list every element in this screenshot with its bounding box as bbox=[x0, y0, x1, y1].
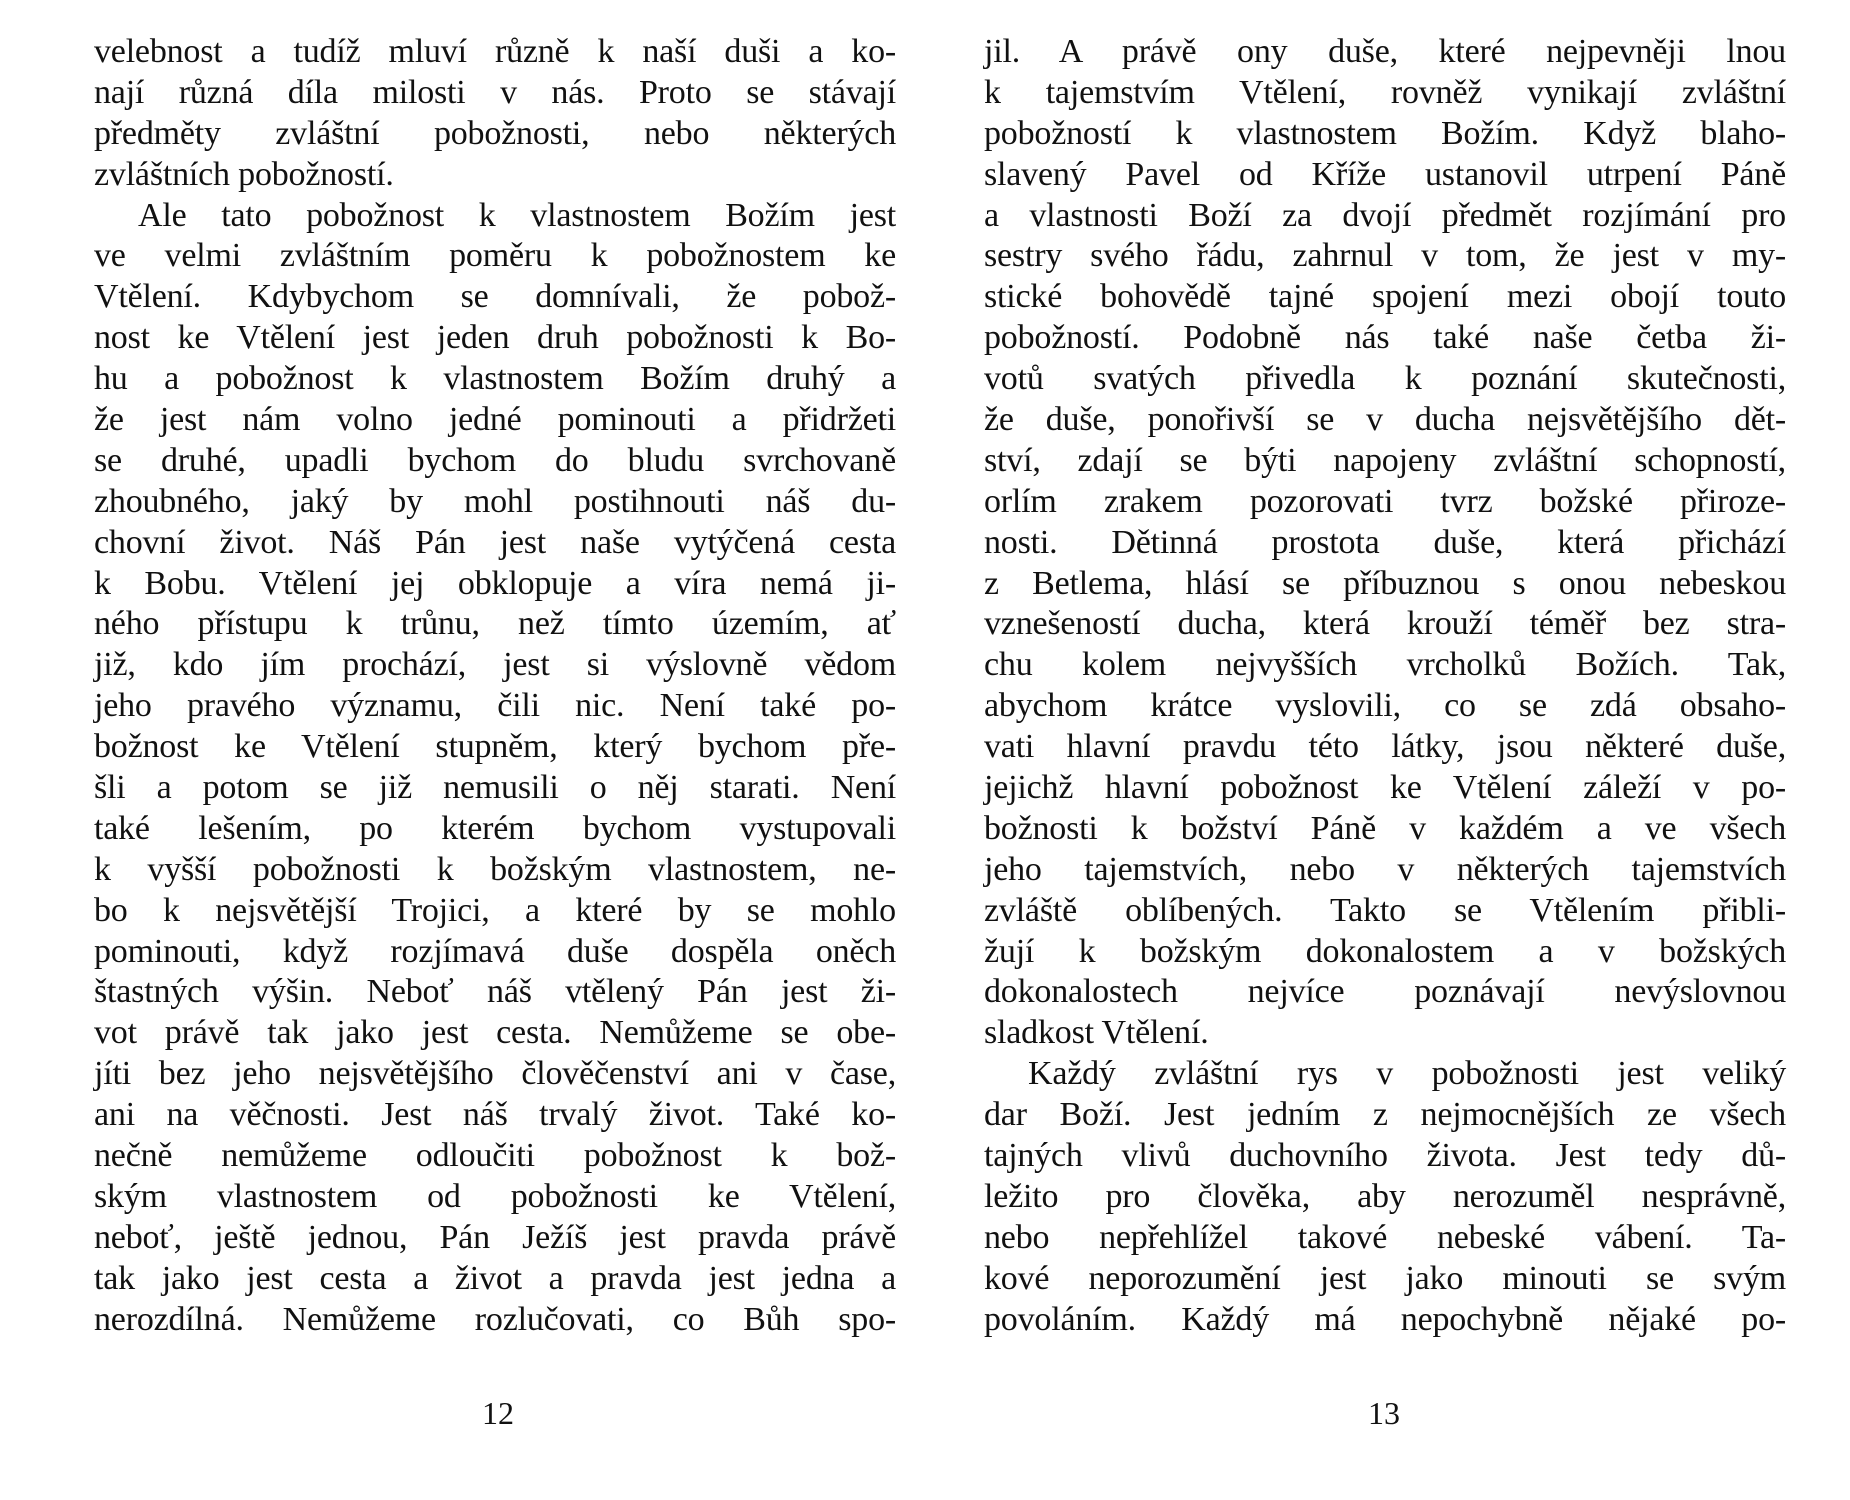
text-line: pominouti, když rozjímavá duše dospěla oněch bbox=[94, 932, 896, 970]
text-line: že jest nám volno jedné pominouti a přidržeti bbox=[94, 401, 896, 439]
text-line: orlím zrakem pozorovati tvrz božské přiroze- bbox=[984, 482, 1786, 520]
text-line: vot právě tak jako jest cesta. Nemůžeme se obe- bbox=[94, 1014, 896, 1052]
text-line: nebo nepřehlížel takové nebeské vábení. Ta- bbox=[984, 1218, 1786, 1256]
text-line: slavený Pavel od Kříže ustanovil utrpení Páně bbox=[984, 155, 1786, 193]
text-line: pobožností k vlastnostem Božím. Když blaho- bbox=[984, 114, 1786, 152]
text-line: Ale tato pobožnost k vlastnostem Božím jest bbox=[138, 196, 896, 234]
text-line: a vlastnosti Boží za dvojí předmět rozjímání pro bbox=[984, 196, 1786, 234]
text-line: že duše, ponořivší se v ducha nejsvětějšího dět- bbox=[984, 401, 1786, 439]
text-line: z Betlema, hlásí se příbuznou s onou nebeskou bbox=[984, 564, 1786, 602]
text-line: jeho tajemstvích, nebo v některých tajemstvích bbox=[984, 850, 1786, 888]
right-page-text bbox=[984, 32, 1786, 1341]
text-line: ležito pro člověka, aby nerozuměl nesprávně, bbox=[984, 1177, 1786, 1215]
text-line: Každý zvláštní rys v pobožnosti jest veliký bbox=[1028, 1055, 1786, 1093]
text-line: ství, zdají se býti napojeny zvláštní schopností, bbox=[984, 441, 1786, 479]
text-line: božnost ke Vtělení stupněm, který bychom pře- bbox=[94, 728, 896, 766]
text-line: votů svatých přivedla k poznání skutečnosti, bbox=[984, 360, 1786, 398]
text-line: k tajemstvím Vtělení, rovněž vynikají zvláštní bbox=[984, 73, 1786, 111]
text-line: vznešeností ducha, která krouží téměř bez stra- bbox=[984, 605, 1786, 643]
text-line: jíti bez jeho nejsvětějšího člověčenství ani v čase, bbox=[94, 1055, 896, 1093]
text-line: chovní život. Náš Pán jest naše vytýčená cesta bbox=[94, 523, 896, 561]
left-page-text bbox=[94, 32, 896, 1341]
text-line: nečně nemůžeme odloučiti pobožnost k bož- bbox=[94, 1137, 896, 1175]
text-line: jejichž hlavní pobožnost ke Vtělení záleží v po- bbox=[984, 769, 1786, 807]
text-line: velebnost a tudíž mluví různě k naší duši a ko- bbox=[94, 33, 896, 70]
text-line: abychom krátce vyslovili, co se zdá obsaho- bbox=[984, 687, 1786, 725]
text-line: hu a pobožnost k vlastnostem Božím druhý a bbox=[94, 360, 896, 398]
text-line: zvláštních pobožností. bbox=[94, 155, 394, 193]
text-line: jeho pravého významu, čili nic. Není také po- bbox=[94, 687, 896, 725]
text-line: kové neporozumění jest jako minouti se svým bbox=[984, 1259, 1786, 1297]
text-line: povoláním. Každý má nepochybně nějaké po- bbox=[984, 1300, 1786, 1338]
text-line: vati hlavní pravdu této látky, jsou některé duše, bbox=[984, 728, 1786, 766]
left-page-number: 12 bbox=[482, 1395, 514, 1431]
text-line: stické bohovědě tajné spojení mezi obojí touto bbox=[984, 278, 1786, 316]
text-line: nost ke Vtělení jest jeden druh pobožnosti k Bo- bbox=[94, 319, 896, 357]
text-line: již, kdo jím prochází, jest si výslovně vědom bbox=[94, 646, 896, 684]
text-line: předměty zvláštní pobožnosti, nebo některých bbox=[94, 114, 896, 152]
text-line: tajných vlivů duchovního života. Jest tedy dů- bbox=[984, 1137, 1786, 1175]
text-line: ským vlastnostem od pobožnosti ke Vtělení, bbox=[94, 1177, 896, 1215]
text-line: k Bobu. Vtělení jej obklopuje a víra nemá ji- bbox=[94, 564, 896, 602]
right-page-number: 13 bbox=[1368, 1395, 1400, 1431]
text-line: zhoubného, jaký by mohl postihnouti náš du- bbox=[94, 482, 896, 520]
text-line: chu kolem nejvyšších vrcholků Božích. Tak, bbox=[984, 646, 1786, 684]
text-line: ného přístupu k trůnu, než tímto územím, ať bbox=[94, 605, 896, 643]
text-line: nerozdílná. Nemůžeme rozlučovati, co Bůh spo- bbox=[94, 1300, 896, 1338]
text-line: Vtělení. Kdybychom se domnívali, že pobož- bbox=[94, 278, 896, 316]
text-line: bo k nejsvětější Trojici, a které by se mohlo bbox=[94, 891, 896, 929]
text-line: dar Boží. Jest jedním z nejmocnějších ze všech bbox=[984, 1096, 1786, 1134]
text-line: božnosti k božství Páně v každém a ve všech bbox=[984, 809, 1786, 847]
text-line: pobožností. Podobně nás také naše četba ži- bbox=[984, 319, 1786, 357]
text-line: nají různá díla milosti v nás. Proto se stávají bbox=[94, 73, 896, 111]
text-line: zvláště oblíbených. Takto se Vtělením přibli- bbox=[984, 891, 1786, 929]
text-line: také lešením, po kterém bychom vystupovali bbox=[94, 809, 896, 847]
text-line: jil. A právě ony duše, které nejpevněji lnou bbox=[984, 33, 1786, 70]
text-line: žují k božským dokonalostem a v božských bbox=[984, 932, 1786, 970]
text-line: ani na věčnosti. Jest náš trvalý život. Také ko- bbox=[94, 1096, 896, 1134]
text-line: k vyšší pobožnosti k božským vlastnostem, ne- bbox=[94, 850, 896, 888]
text-line: sestry svého řádu, zahrnul v tom, že jest v my- bbox=[984, 237, 1786, 275]
text-line: šli a potom se již nemusili o něj starati. Není bbox=[94, 769, 896, 807]
text-line: se druhé, upadli bychom do bludu svrchovaně bbox=[94, 441, 896, 479]
text-line: sladkost Vtělení. bbox=[984, 1014, 1209, 1052]
text-line: tak jako jest cesta a život a pravda jest jedna a bbox=[94, 1259, 896, 1297]
text-line: neboť, ještě jednou, Pán Ježíš jest pravda právě bbox=[94, 1218, 896, 1256]
text-line: nosti. Dětinná prostota duše, která přichází bbox=[984, 523, 1786, 561]
text-line: ve velmi zvláštním poměru k pobožnostem ke bbox=[94, 237, 896, 275]
text-line: dokonalostech nejvíce poznávají nevýslovnou bbox=[984, 973, 1786, 1011]
text-line: štastných výšin. Neboť náš vtělený Pán jest ži- bbox=[94, 973, 896, 1011]
